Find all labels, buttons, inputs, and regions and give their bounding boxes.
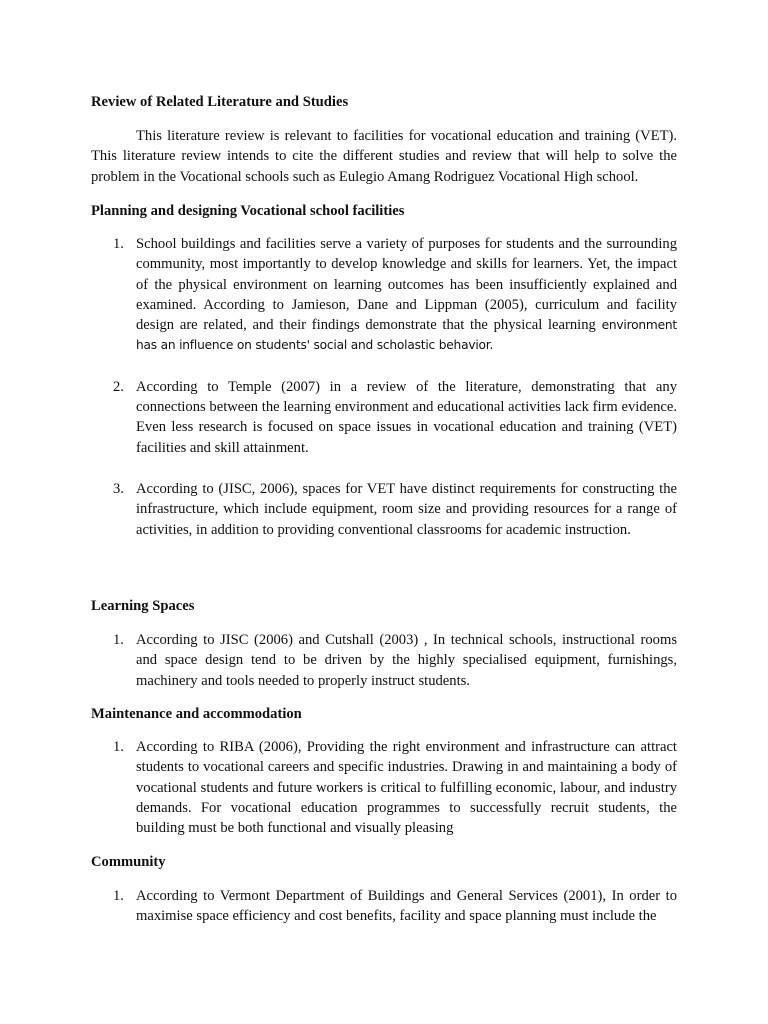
section-list-learning-spaces xyxy=(91,630,677,691)
section-heading-learning-spaces: Learning Spaces xyxy=(91,598,195,614)
list-item xyxy=(91,886,677,927)
section-list-planning xyxy=(91,234,677,540)
list-item-text: According to Vermont Department of Buildings and General Services (2001), In order to maximise space efficiency and cost benefits, facility and space planning must include the xyxy=(136,888,677,925)
section-heading-planning: Planning and designing Vocational school facilities xyxy=(91,203,405,219)
list-item-text: According to RIBA (2006), Providing the right environment and infrastructure can attract students to vocational careers and specific industries. Drawing in and maintaining a body of vocational students and future workers is critical to fulfilling economic, labour, and industry demands. For vocational education programmes to successfully recruit students, the building must be both functional and visually pleasing xyxy=(136,739,677,837)
list-item-text: School buildings and facilities serve a variety of purposes for students and the surrounding community, most importantly to develop knowledge and skills for learners. Yet, the impact of the physical environment on learning outcomes has been insufficiently explained and examined. According to Jamieson, Dane and Lippman (2005), curriculum and facility design are related, and their findings demonstrate that the physical learning xyxy=(136,236,677,334)
list-item xyxy=(91,479,677,540)
section-list-community xyxy=(91,886,677,927)
list-item-number: 2. xyxy=(113,378,124,395)
section-list-maintenance xyxy=(91,737,677,838)
list-item-text: According to JISC (2006) and Cutshall (2003) , In technical schools, instructional rooms and space design tend to be driven by the highly specialised equipment, furnishings, machinery and tools needed to properly instruct students. xyxy=(136,632,677,689)
list-item-text-tail: environment has an influence on students' social and scholastic behavior. xyxy=(136,318,677,353)
list-item-number: 1. xyxy=(113,236,124,252)
list-item xyxy=(91,737,677,838)
intro-paragraph: This literature review is relevant to facilities for vocational education and training (VET). This literature review intends to cite the different studies and review that will help to solve the problem in the Vocational schools such as Eulegio Amang Rodriguez Vocational High school. xyxy=(91,128,677,185)
list-item xyxy=(91,234,677,356)
list-item-number: 1. xyxy=(113,888,124,904)
list-item-number: 3. xyxy=(113,480,124,497)
list-item-number: 1. xyxy=(113,739,124,755)
list-item-text: According to (JISC, 2006), spaces for VET have distinct requirements for constructing the infrastructure, which include equipment, room size and providing resources for a range of activities, in addition to providing conventional classrooms for academic instruction. xyxy=(136,480,677,538)
list-item xyxy=(91,630,677,691)
document-title: Review of Related Literature and Studies xyxy=(91,94,349,110)
list-item xyxy=(91,377,677,458)
section-heading-maintenance: Maintenance and accommodation xyxy=(91,706,302,722)
list-item-text: According to Temple (2007) in a review of the literature, demonstrating that any connections between the learning environment and educational activities lack firm evidence. Even less research is focused on space issues in vocational education and training (VET) facilities and skill attainment. xyxy=(136,378,677,456)
section-heading-community: Community xyxy=(91,854,166,870)
list-item-number: 1. xyxy=(113,632,124,648)
